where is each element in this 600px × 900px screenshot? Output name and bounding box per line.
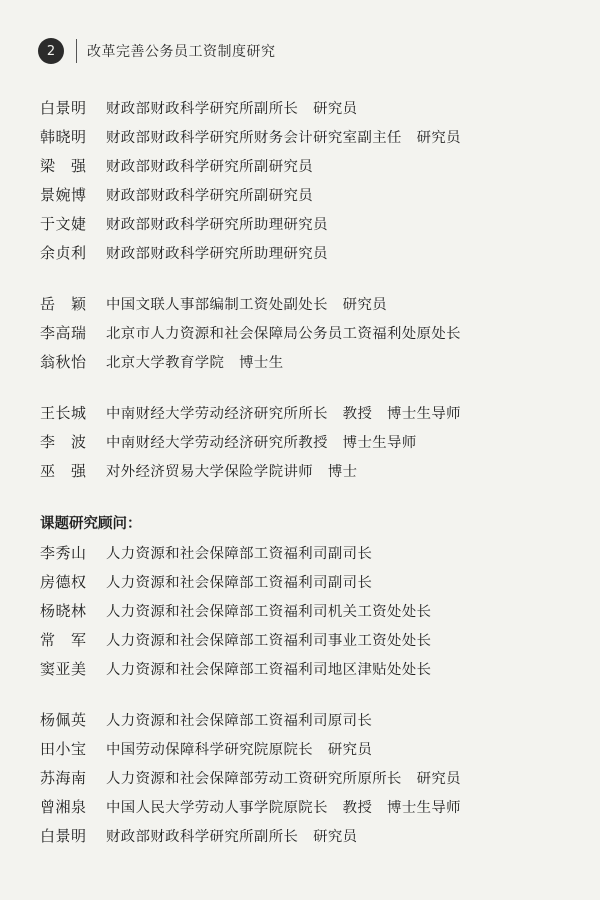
person-affiliation: 财政部财政科学研究所助理研究员 <box>106 217 328 233</box>
person-entry <box>40 597 580 626</box>
person-entry <box>40 290 580 319</box>
person-entry <box>40 319 580 348</box>
group-spacer <box>40 486 580 508</box>
group-researchers <box>40 94 580 268</box>
person-entry <box>40 457 580 486</box>
person-name: 景婉博 <box>40 186 87 204</box>
advisors-heading: 课题研究顾问： <box>40 516 142 532</box>
group-spacer <box>40 268 580 290</box>
person-entry <box>40 568 580 597</box>
person-affiliation: 人力资源和社会保障部工资福利司原司长 <box>106 713 373 729</box>
page-number-badge: 2 <box>38 38 64 64</box>
person-affiliation: 人力资源和社会保障部工资福利司机关工资处处长 <box>106 604 432 620</box>
person-entry <box>40 399 580 428</box>
person-entry <box>40 626 580 655</box>
person-name: 李高瑞 <box>40 324 87 342</box>
person-affiliation: 中国文联人事部编制工资处副处长 研究员 <box>106 297 388 313</box>
person-affiliation: 人力资源和社会保障部工资福利司副司长 <box>106 575 373 591</box>
person-name: 巫 强 <box>40 462 87 480</box>
person-entry <box>40 822 580 851</box>
person-entry <box>40 94 580 123</box>
person-name: 岳 颖 <box>40 295 87 313</box>
person-entry <box>40 793 580 822</box>
header-divider <box>76 39 77 63</box>
person-name: 白景明 <box>40 827 87 845</box>
person-affiliation: 人力资源和社会保障部工资福利司事业工资处处长 <box>106 633 432 649</box>
person-name: 王长城 <box>40 404 87 422</box>
person-affiliation: 中国劳动保障科学研究院原院长 研究员 <box>106 742 373 758</box>
person-entry <box>40 348 580 377</box>
person-affiliation: 对外经济贸易大学保险学院讲师 博士 <box>106 464 358 480</box>
person-entry <box>40 428 580 457</box>
person-affiliation: 中国人民大学劳动人事学院原院长 教授 博士生导师 <box>106 800 461 816</box>
person-entry <box>40 181 580 210</box>
person-entry <box>40 655 580 684</box>
person-name: 翁秋怡 <box>40 353 87 371</box>
person-affiliation: 财政部财政科学研究所财务会计研究室副主任 研究员 <box>106 130 461 146</box>
person-affiliation: 财政部财政科学研究所副所长 研究员 <box>106 101 358 117</box>
group-external-members <box>40 290 580 377</box>
person-name: 常 军 <box>40 631 87 649</box>
running-header <box>38 38 276 64</box>
person-name: 田小宝 <box>40 740 87 758</box>
group-current-advisors <box>40 539 580 684</box>
person-entry <box>40 239 580 268</box>
person-name: 曾湘泉 <box>40 798 87 816</box>
person-name: 韩晓明 <box>40 128 87 146</box>
group-spacer <box>40 377 580 399</box>
person-entry <box>40 123 580 152</box>
person-entry <box>40 706 580 735</box>
person-name: 杨佩英 <box>40 711 87 729</box>
person-name: 杨晓林 <box>40 602 87 620</box>
person-affiliation: 北京大学教育学院 博士生 <box>106 355 284 371</box>
person-affiliation: 人力资源和社会保障部工资福利司地区津贴处处长 <box>106 662 432 678</box>
person-name: 苏海南 <box>40 769 87 787</box>
person-entry <box>40 764 580 793</box>
person-name: 梁 强 <box>40 157 87 175</box>
person-affiliation: 人力资源和社会保障部劳动工资研究所原所长 研究员 <box>106 771 461 787</box>
person-affiliation: 财政部财政科学研究所副研究员 <box>106 159 314 175</box>
person-entry <box>40 152 580 181</box>
person-affiliation: 财政部财政科学研究所助理研究员 <box>106 246 328 262</box>
person-name: 白景明 <box>40 99 87 117</box>
person-name: 李 波 <box>40 433 87 451</box>
person-name: 李秀山 <box>40 544 87 562</box>
group-university-members <box>40 399 580 486</box>
person-name: 余贞利 <box>40 244 87 262</box>
person-affiliation: 中南财经大学劳动经济研究所所长 教授 博士生导师 <box>106 406 461 422</box>
person-affiliation: 财政部财政科学研究所副所长 研究员 <box>106 829 358 845</box>
group-former-advisors <box>40 706 580 851</box>
person-affiliation: 人力资源和社会保障部工资福利司副司长 <box>106 546 373 562</box>
person-entry <box>40 735 580 764</box>
member-list <box>40 94 580 851</box>
person-entry <box>40 210 580 239</box>
person-name: 房德权 <box>40 573 87 591</box>
group-spacer <box>40 684 580 706</box>
person-affiliation: 中南财经大学劳动经济研究所教授 博士生导师 <box>106 435 417 451</box>
person-name: 于文婕 <box>40 215 87 233</box>
book-title: 改革完善公务员工资制度研究 <box>87 44 276 60</box>
person-entry <box>40 539 580 568</box>
person-affiliation: 财政部财政科学研究所副研究员 <box>106 188 314 204</box>
person-affiliation: 北京市人力资源和社会保障局公务员工资福利处原处长 <box>106 326 461 342</box>
person-name: 窦亚美 <box>40 660 87 678</box>
